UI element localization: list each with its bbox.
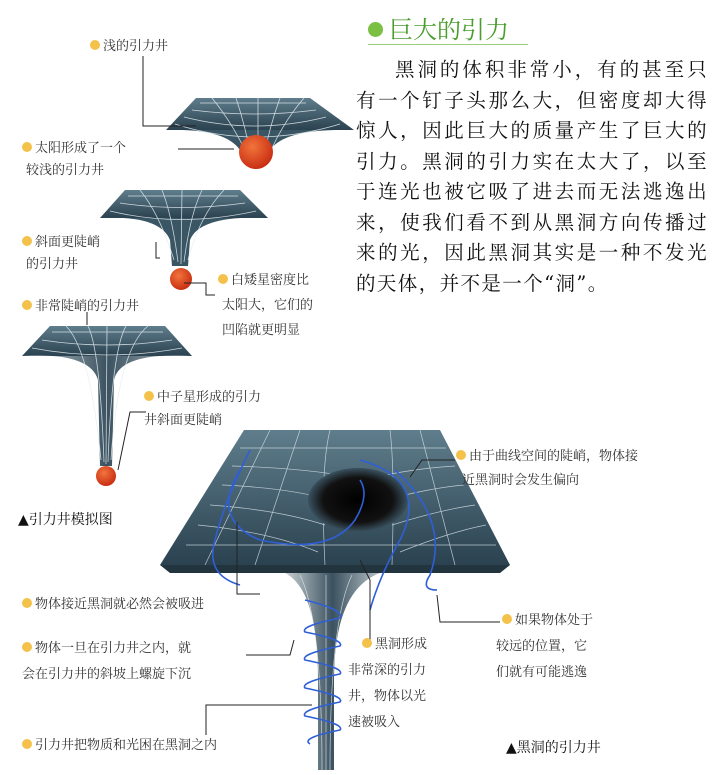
label-deep-well-2: 非常深的引力 bbox=[348, 663, 427, 678]
label-text: 如果物体处于 bbox=[515, 613, 594, 628]
body-paragraph: 黑洞的体积非常小，有的甚至只有一个钉子头那么大，但密度却大得惊人，因此巨大的质量产生了巨大的引力。黑洞的引力实在太大了，以至于连光也被它吸了进去而无法逃逸出来，使我们看不到从黑洞方向传播过来的光，因此黑洞其实是一种不发光的天体，并不是一个“洞”。 bbox=[356, 58, 708, 295]
label-spiral-2: 会在引力井的斜坡上螺旋下沉 bbox=[22, 667, 192, 682]
label-white-dwarf bbox=[218, 270, 309, 291]
label-text: 黑洞形成 bbox=[375, 637, 428, 652]
yellow-bullet-icon bbox=[502, 614, 512, 624]
label-neutron-star-2: 井斜面更陡峭 bbox=[144, 413, 223, 428]
label-white-dwarf-2: 太阳大，它们的 bbox=[222, 298, 314, 313]
yellow-bullet-icon bbox=[22, 739, 32, 749]
yellow-bullet-icon bbox=[22, 142, 32, 152]
yellow-bullet-icon bbox=[218, 274, 228, 284]
neutron-star-sphere bbox=[96, 466, 116, 486]
label-text: 由于曲线空间的陡峭，物体接 bbox=[469, 449, 639, 464]
label-text: 引力井把物质和光困在黑洞之内 bbox=[35, 738, 218, 753]
yellow-bullet-icon bbox=[22, 236, 32, 246]
label-absorbed bbox=[22, 594, 204, 615]
yellow-bullet-icon bbox=[22, 598, 32, 608]
label-sun bbox=[22, 138, 126, 159]
sun-sphere bbox=[239, 135, 273, 169]
yellow-bullet-icon bbox=[22, 300, 32, 310]
label-sun-2: 较浅的引力井 bbox=[26, 163, 105, 178]
label-text: 中子星形成的引力 bbox=[157, 390, 262, 405]
label-steeper-well bbox=[22, 232, 100, 253]
left-figure-caption: ▲引力井模拟图 bbox=[18, 512, 113, 528]
label-text: 白矮星密度比 bbox=[231, 273, 310, 288]
label-text: 太阳形成了一个 bbox=[35, 141, 127, 156]
label-trap bbox=[22, 735, 217, 756]
label-very-steep-well bbox=[22, 296, 139, 317]
label-steeper-well-2: 的引力井 bbox=[26, 257, 79, 272]
label-escape-3: 们就有可能逃逸 bbox=[496, 665, 588, 680]
label-neutron-star bbox=[144, 387, 261, 408]
label-deep-well-3: 井，物体以光 bbox=[348, 689, 427, 704]
section-title: 巨大的引力 bbox=[389, 16, 509, 44]
white-dwarf-sphere bbox=[170, 268, 192, 290]
label-text: 物体接近黑洞就必然会被吸进 bbox=[35, 597, 205, 612]
label-text: 浅的引力井 bbox=[103, 39, 169, 54]
label-shallow-well bbox=[90, 36, 168, 57]
label-deep-well-4: 速被吸入 bbox=[348, 715, 401, 730]
label-white-dwarf-3: 凹陷就更明显 bbox=[222, 323, 301, 338]
label-text: 物体一旦在引力井之内，就 bbox=[35, 641, 192, 656]
yellow-bullet-icon bbox=[22, 642, 32, 652]
label-escape bbox=[502, 610, 593, 631]
label-text: 斜面更陡峭 bbox=[35, 235, 101, 250]
yellow-bullet-icon bbox=[144, 391, 154, 401]
yellow-bullet-icon bbox=[90, 40, 100, 50]
label-text: 非常陡峭的引力井 bbox=[35, 299, 140, 314]
yellow-bullet-icon bbox=[362, 638, 372, 648]
yellow-bullet-icon bbox=[456, 450, 466, 460]
label-spiral bbox=[22, 638, 191, 659]
label-escape-2: 较远的位置，它 bbox=[496, 639, 588, 654]
label-deep-well bbox=[362, 634, 427, 655]
label-deflection bbox=[456, 446, 638, 467]
right-figure-caption: ▲黑洞的引力井 bbox=[506, 740, 601, 756]
steeper-well-sheet bbox=[100, 190, 268, 266]
label-deflection-2: 近黑洞时会发生偏向 bbox=[462, 473, 580, 488]
